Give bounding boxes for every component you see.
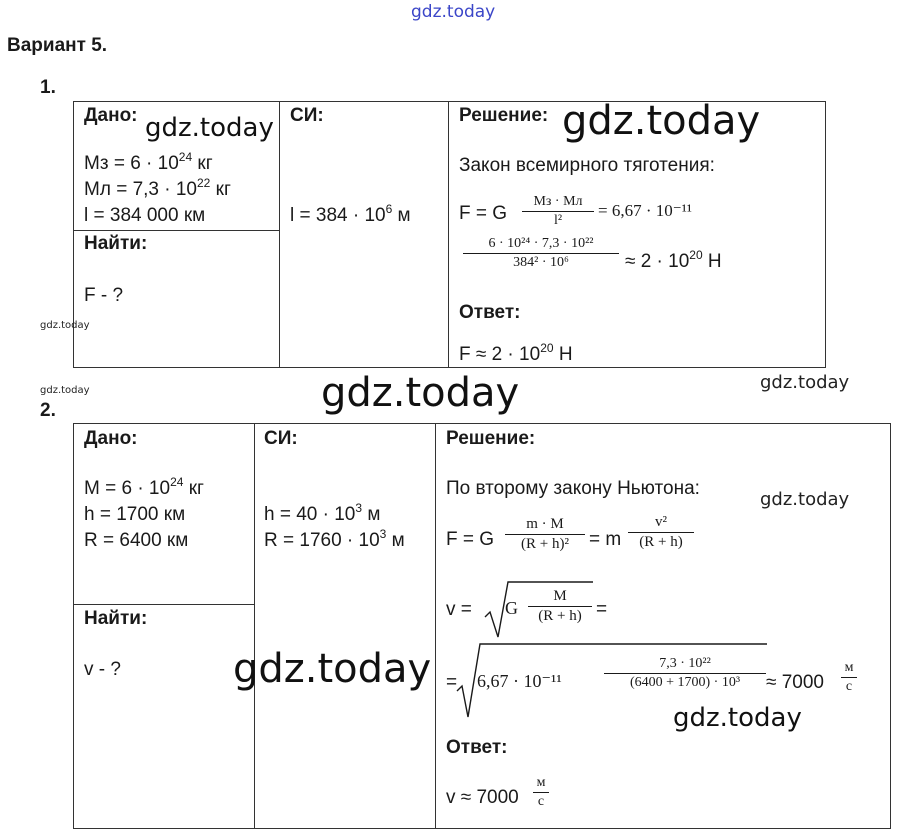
watermark-task2-center: gdz.today	[233, 646, 432, 692]
task1-answer-label: Ответ:	[459, 302, 521, 323]
task2-f2-lhs: v =	[446, 599, 472, 620]
task2-si-label: СИ:	[264, 428, 298, 449]
task2-f3-unit-den: с	[845, 679, 853, 694]
task1-calc-num: 6 · 10²⁴ · 7,3 · 10²²	[488, 236, 594, 251]
task2-answer-unit-den: с	[537, 794, 545, 809]
task2-f2-num: M	[553, 588, 567, 604]
task1-given-ml: Mл = $7,3 \cdot 10^{22}$ кг	[84, 176, 231, 200]
task1-calc-fraction	[463, 236, 619, 271]
task2-number: 2.	[40, 400, 56, 421]
watermark-task2-bottom: gdz.today	[673, 703, 802, 733]
task1-si-label: СИ:	[290, 105, 324, 126]
task2-f1-fraction	[505, 516, 585, 553]
task1-divider-h	[73, 230, 280, 231]
task1-calc-den: 384² · 10⁶	[513, 255, 569, 270]
task2-f3-unit	[841, 660, 857, 695]
task1-si-value: $l = 384 \cdot 10^6$ м	[290, 202, 411, 226]
task2-f1-mid: = m	[589, 529, 622, 550]
task1-formula-lhs: F = G	[459, 203, 508, 224]
task1-calc-result: ≈ $2 \cdot 10^{20}$ Н	[625, 248, 722, 272]
task2-law: По второму закону Ньютона:	[446, 478, 700, 499]
watermark-left-small-2: gdz.today	[40, 385, 90, 396]
task2-divider-1	[254, 423, 255, 829]
task1-answer: $F \approx 2 \cdot 10^{20}$ Н	[459, 341, 573, 365]
task1-find-label: Найти:	[84, 233, 148, 254]
watermark-right-small: gdz.today	[760, 372, 850, 393]
task2-divider-2	[435, 423, 436, 829]
watermark-top: gdz.today	[411, 2, 496, 22]
watermark-task1-dano: gdz.today	[145, 113, 274, 143]
task2-f2-eq: =	[596, 599, 608, 620]
task2-f2-fraction	[528, 588, 592, 625]
task1-divider-1	[279, 101, 280, 368]
task1-dano-label: Дано:	[84, 105, 138, 126]
watermark-task2-right: gdz.today	[760, 489, 850, 510]
task2-f3-den: (6400 + 1700) · 10³	[629, 675, 741, 690]
watermark-center-large: gdz.today	[321, 370, 520, 416]
task2-given-h: h = 1700 км	[84, 504, 186, 525]
task1-given-mz: Mз = $6 \cdot 10^{24}$ кг	[84, 150, 213, 174]
task2-f3-result: ≈ 7000	[766, 672, 824, 693]
task2-f1-den: (R + h)²	[521, 536, 569, 552]
task1-formula-den: l²	[553, 213, 563, 228]
page-title: Вариант 5.	[7, 35, 108, 56]
task1-formula-num: Mз · Mл	[533, 194, 583, 209]
task2-answer-unit	[533, 775, 549, 810]
task2-f2-g: G	[505, 598, 518, 618]
task2-dano-label: Дано:	[84, 428, 138, 449]
watermark-task1-resh: gdz.today	[562, 98, 761, 144]
task2-f3-coef: 6,67 · 10⁻¹¹	[477, 671, 562, 691]
task2-f3-unit-num: м	[844, 660, 854, 675]
task1-find-value: F - ?	[84, 285, 124, 306]
task2-f1-den2: (R + h)	[639, 534, 683, 550]
task2-find-label: Найти:	[84, 608, 148, 629]
task1-divider-2	[448, 101, 449, 368]
task2-divider-h	[73, 604, 255, 605]
task2-given-m: $M = 6 \cdot 10^{24}$ кг	[84, 475, 204, 499]
task1-formula-eq: = 6,67 · 10⁻¹¹	[598, 201, 692, 220]
task2-answer-label: Ответ:	[446, 737, 508, 758]
task2-f3-eq: =	[446, 672, 458, 693]
task1-given-l: l = 384 000 км	[84, 205, 206, 226]
task2-f1-num2: v²	[655, 514, 667, 530]
task1-number: 1.	[40, 77, 56, 98]
task1-law: Закон всемирного тяготения:	[459, 155, 715, 176]
task2-f2-den: (R + h)	[538, 608, 582, 624]
task2-f1-fraction2	[628, 514, 694, 551]
task2-f3-num: 7,3 · 10²²	[659, 656, 711, 671]
task2-f1-num: m · M	[526, 516, 564, 532]
task2-find-value: v - ?	[84, 659, 121, 680]
task1-resh-label: Решение:	[459, 105, 549, 126]
watermark-left-small-1: gdz.today	[40, 320, 90, 331]
task2-si-h: $h = 40 \cdot 10^3$ м	[264, 501, 381, 525]
task2-f1-lhs: F = G	[446, 529, 495, 550]
task1-formula-fraction	[522, 194, 594, 229]
task2-f3-fraction	[604, 656, 766, 691]
task2-given-r: R = 6400 км	[84, 530, 189, 551]
task2-si-r: $R = 1760 \cdot 10^3$ м	[264, 527, 405, 551]
task2-resh-label: Решение:	[446, 428, 536, 449]
task2-answer: v ≈ 7000	[446, 787, 519, 808]
task2-answer-unit-num: м	[536, 775, 546, 790]
